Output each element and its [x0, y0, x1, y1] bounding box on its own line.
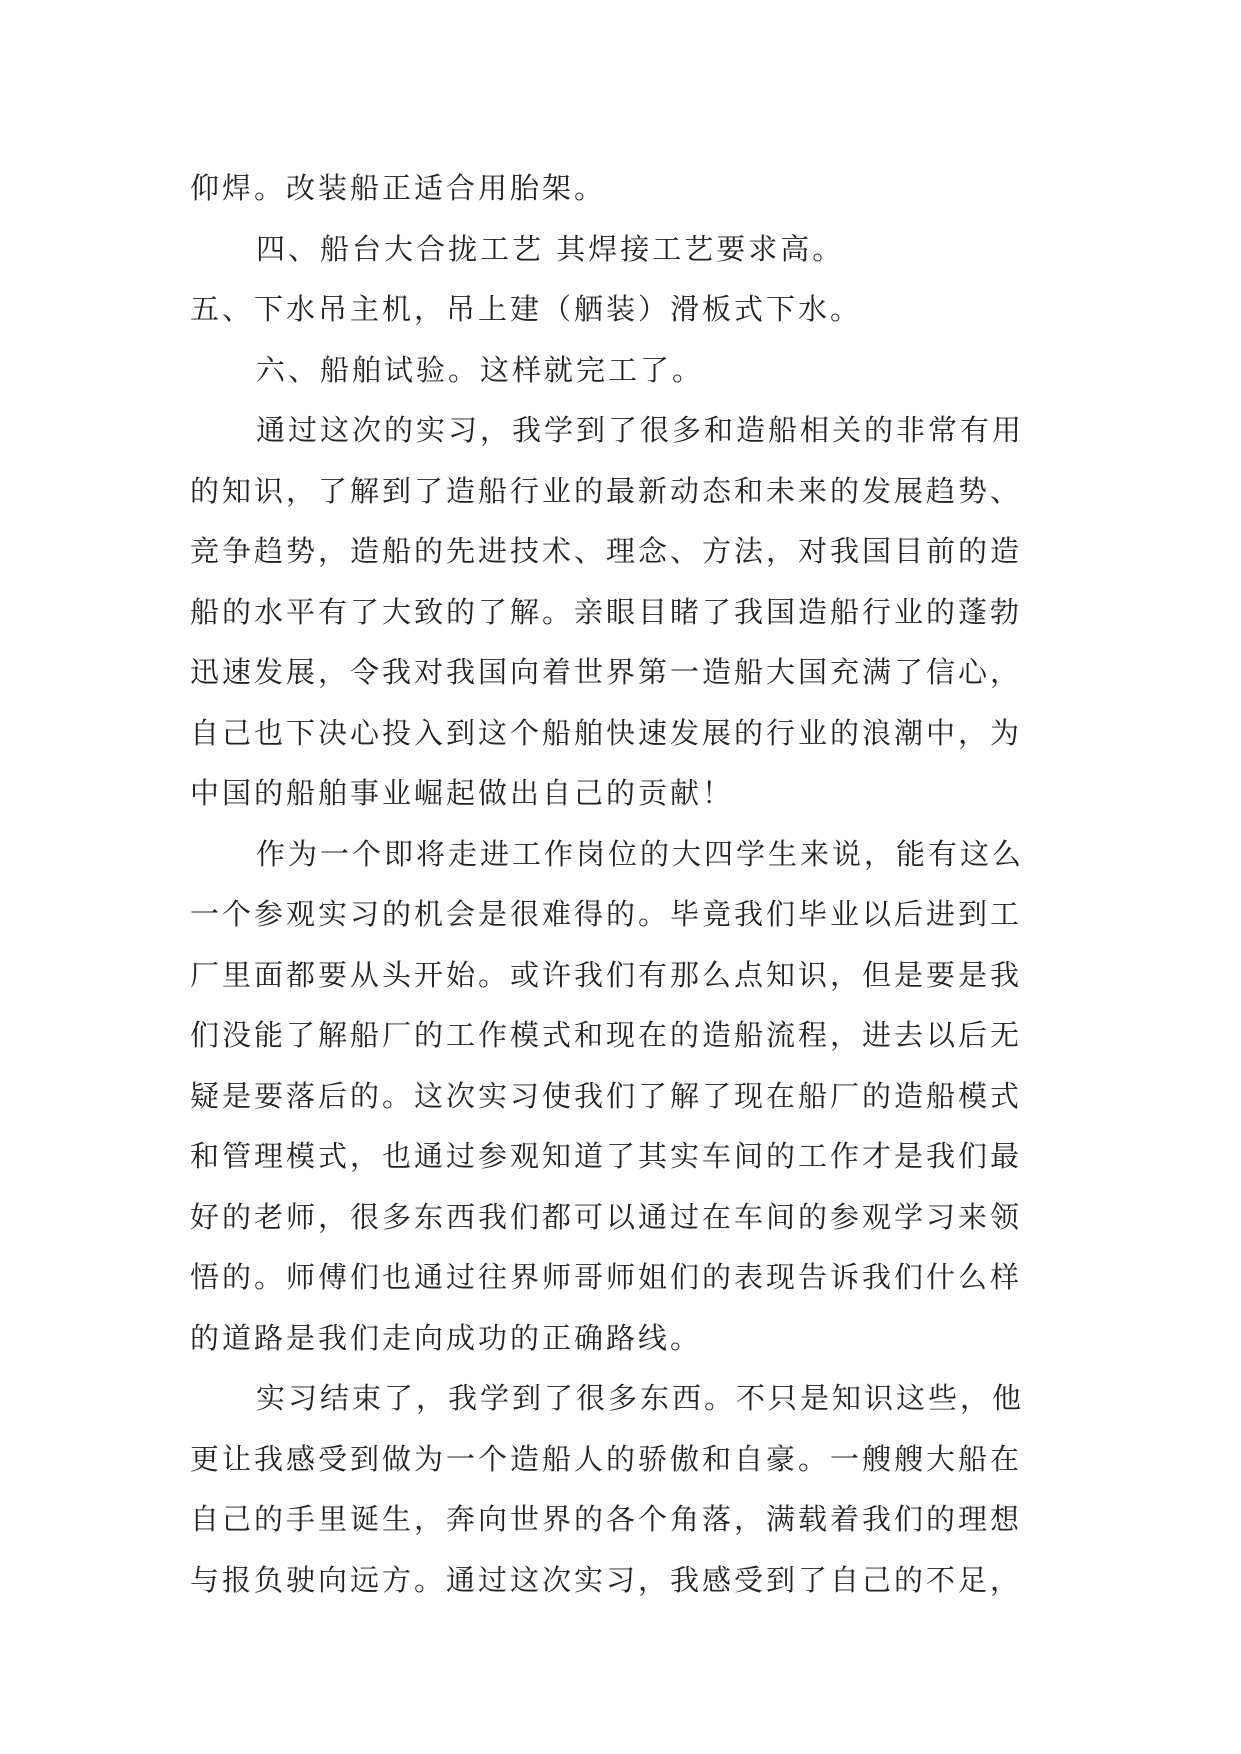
text-line: 中国的船舶事业崛起做出自己的贡献！ [190, 776, 735, 810]
text-line: 自己的手里诞生，奔向世界的各个角落，满载着我们的理想 [190, 1502, 1023, 1536]
text-line: 厂里面都要从头开始。或许我们有那么点知识，但是要是我 [190, 957, 1023, 992]
text-line: 和管理模式，也通过参观知道了其实车间的工作才是我们最 [190, 1139, 1023, 1173]
text-line: 与报负驶向远方。通过这次实习，我感受到了自己的不足， [190, 1562, 1023, 1597]
text-line: 六、船舶试验。这样就完工了。 [256, 352, 705, 387]
text-line: 竞争趋势，造船的先进技术、理念、方法，对我国目前的造 [190, 534, 1023, 568]
text-line: 通过这次的实习，我学到了很多和造船相关的非常有用 [256, 413, 1025, 447]
text-line: 悟的。师傅们也通过往界师哥师姐们的表现告诉我们什么样 [190, 1260, 1023, 1294]
text-line: 们没能了解船厂的工作模式和现在的造船流程，进去以后无 [190, 1018, 1023, 1052]
text-line: 疑是要落后的。这次实习使我们了解了现在船厂的造船模式 [190, 1078, 1023, 1113]
text-line: 五、下水吊主机，吊上建（舾装）滑板式下水。 [190, 292, 863, 326]
text-line: 迅速发展，令我对我国向着世界第一造船大国充满了信心， [190, 655, 1023, 689]
text-line: 一个参观实习的机会是很难得的。毕竟我们毕业以后进到工 [190, 897, 1023, 931]
text-line: 实习结束了，我学到了很多东西。不只是知识这些，他 [256, 1381, 1025, 1415]
text-line: 好的老师，很多东西我们都可以通过在车间的参观学习来领 [190, 1199, 1023, 1234]
text-line: 船的水平有了大致的了解。亲眼目睹了我国造船行业的蓬勃 [190, 594, 1023, 629]
text-line: 作为一个即将走进工作岗位的大四学生来说，能有这么 [256, 836, 1025, 871]
body-text [190, 158, 1060, 1610]
text-line: 的知识，了解到了造船行业的最新动态和未来的发展趋势、 [190, 473, 1023, 508]
text-line: 更让我感受到做为一个造船人的骄傲和自豪。一艘艘大船在 [190, 1441, 1023, 1476]
text-line: 仰焊。改装船正适合用胎架。 [190, 171, 607, 205]
text-line: 的道路是我们走向成功的正确路线。 [190, 1320, 703, 1355]
text-line: 自己也下决心投入到这个船舶快速发展的行业的浪潮中，为 [190, 715, 1023, 750]
text-line: 四、船台大合拢工艺 其焊接工艺要求高。 [256, 231, 845, 266]
